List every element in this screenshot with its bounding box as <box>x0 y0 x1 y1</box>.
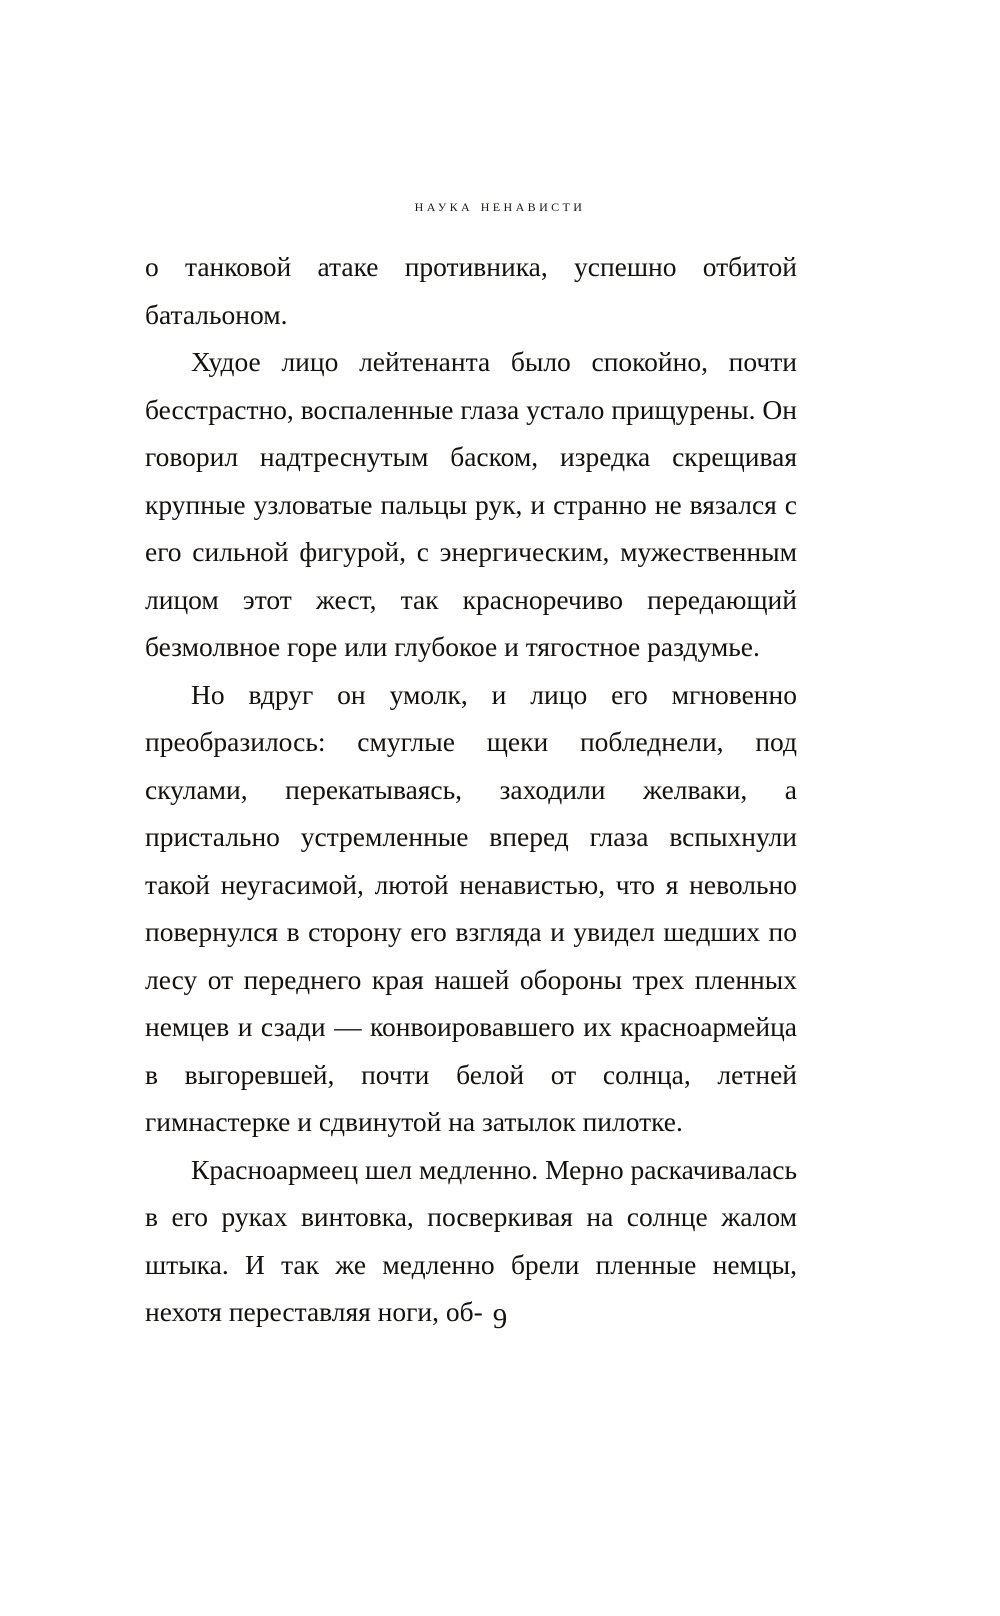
paragraph-4: Красноармеец шел медленно. Мерно раскачивалась в его руках винтовка, посверкивая на солнце жалом штыка. И так же медленно брели пленные немцы, нехотя переставляя ноги, об- <box>145 1153 797 1327</box>
paragraph-2: Худое лицо лейтенанта было спокойно, почти бесстрастно, воспаленные глаза устало прищурены. Он говорил надтреснутым баском, изредка скрещивая крупные узловатые пальцы рук, и странно не вязался с его сильной фигурой, с энергическим, мужественным лицом этот жест, так красноречиво передающий безмолвное горе или глубокое и тягостное раздумье. <box>145 346 797 662</box>
paragraph-1: о танковой атаке противника, успешно отбитой батальоном. <box>145 251 797 330</box>
page-body-text <box>145 243 797 1336</box>
paragraph-3: Но вдруг он умолк, и лицо его мгновенно преобразилось: смуглые щеки побледнели, под скулами, перекатываясь, заходили желваки, а пристально устремленные вперед глаза вспыхнули такой неугасимой, лютой ненавистью, что я невольно повернулся в сторону его взгляда и увидел шедших по лесу от переднего края нашей обороны трех пленных немцев и сзади — конвоировавшего их красноармейца в выгоревшей, почти белой от солнца, летней гимнастерке и сдвинутой на затылок пилотке. <box>145 678 797 1137</box>
page-number: 9 <box>492 1303 508 1335</box>
running-head: наука ненависти <box>414 196 586 215</box>
